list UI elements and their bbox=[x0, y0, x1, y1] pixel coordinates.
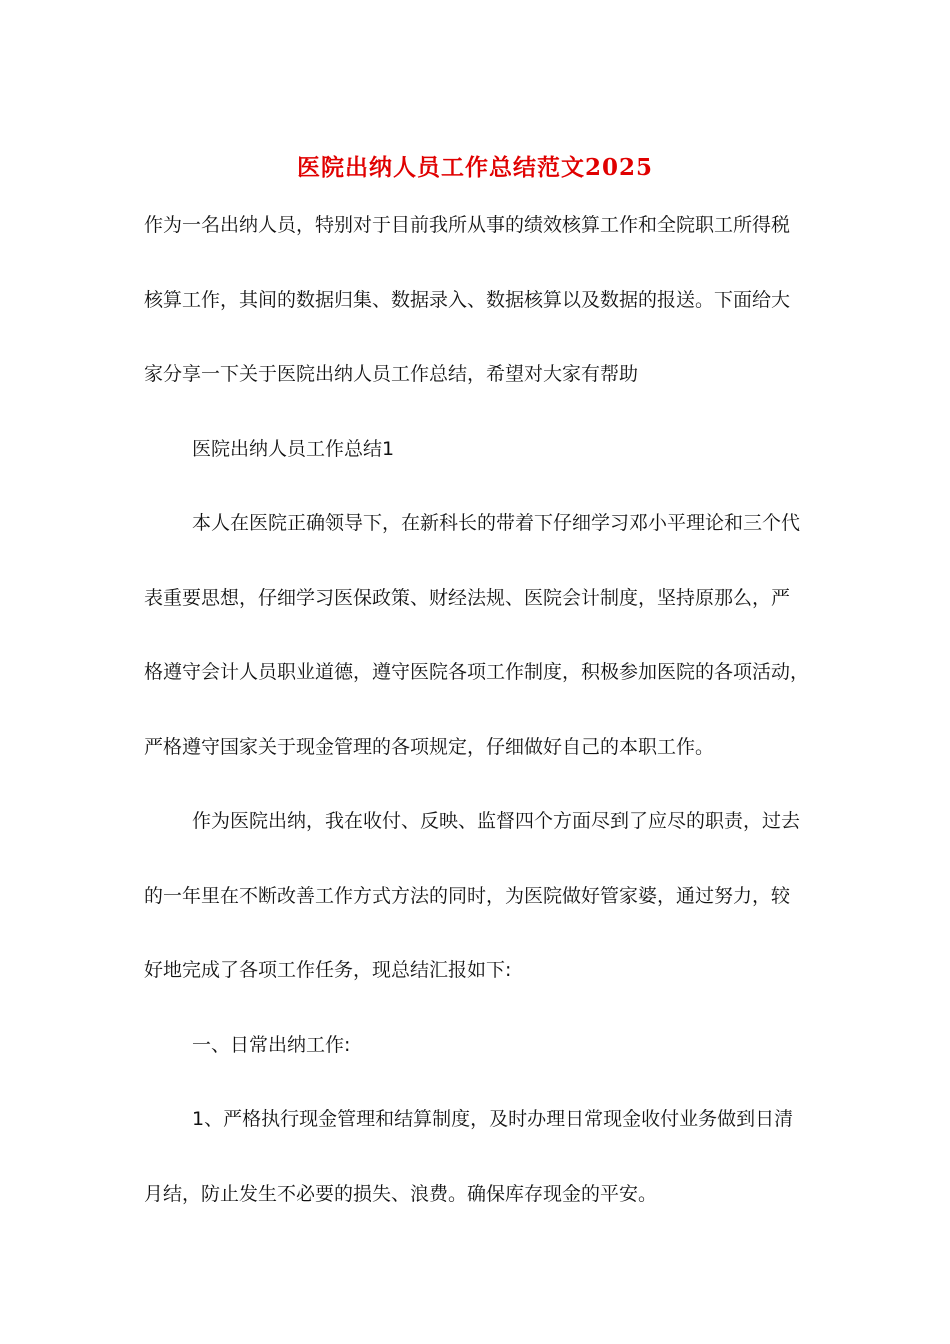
text-line: 核算工作，其间的数据归集、数据录入、数据核算以及数据的报送。下面给大 bbox=[144, 288, 791, 311]
document-body bbox=[144, 207, 809, 1212]
text-line: 好地完成了各项工作任务，现总结汇报如下: bbox=[144, 959, 512, 981]
paragraph-1 bbox=[144, 505, 809, 803]
text-line: 1、严格执行现金管理和结算制度，及时办理日常现金收付业务做到日清 bbox=[192, 1108, 794, 1130]
text-line: 月结，防止发生不必要的损失、浪费。确保库存现金的平安。 bbox=[144, 1182, 658, 1205]
subheading-text: 一、日常出纳工作: bbox=[192, 1033, 351, 1056]
subheading bbox=[144, 1027, 809, 1102]
text-line: 本人在医院正确领导下，在新科长的带着下仔细学习邓小平理论和三个代 bbox=[192, 512, 801, 534]
section-heading bbox=[144, 431, 809, 506]
text-line: 表重要思想，仔细学习医保政策、财经法规、医院会计制度，坚持原那么，严 bbox=[144, 586, 791, 609]
paragraph-2 bbox=[144, 803, 809, 1027]
text-line: 作为一名出纳人员，特别对于目前我所从事的绩效核算工作和全院职工所得税 bbox=[144, 214, 791, 236]
text-line: 格遵守会计人员职业道德，遵守医院各项工作制度，积极参加医院的各项活动， bbox=[144, 661, 810, 683]
list-item-1 bbox=[144, 1101, 809, 1212]
intro-paragraph bbox=[144, 207, 809, 431]
text-line: 的一年里在不断改善工作方式方法的同时，为医院做好管家婆，通过努力，较 bbox=[144, 884, 791, 907]
document-title: 医院出纳人员工作总结范文2025 bbox=[296, 154, 653, 181]
text-line: 严格遵守国家关于现金管理的各项规定，仔细做好自己的本职工作。 bbox=[144, 735, 715, 758]
text-line: 作为医院出纳，我在收付、反映、监督四个方面尽到了应尽的职责，过去 bbox=[192, 810, 801, 832]
section-heading-text: 医院出纳人员工作总结1 bbox=[192, 437, 395, 460]
text-line: 家分享一下关于医院出纳人员工作总结，希望对大家有帮助 bbox=[144, 363, 639, 385]
